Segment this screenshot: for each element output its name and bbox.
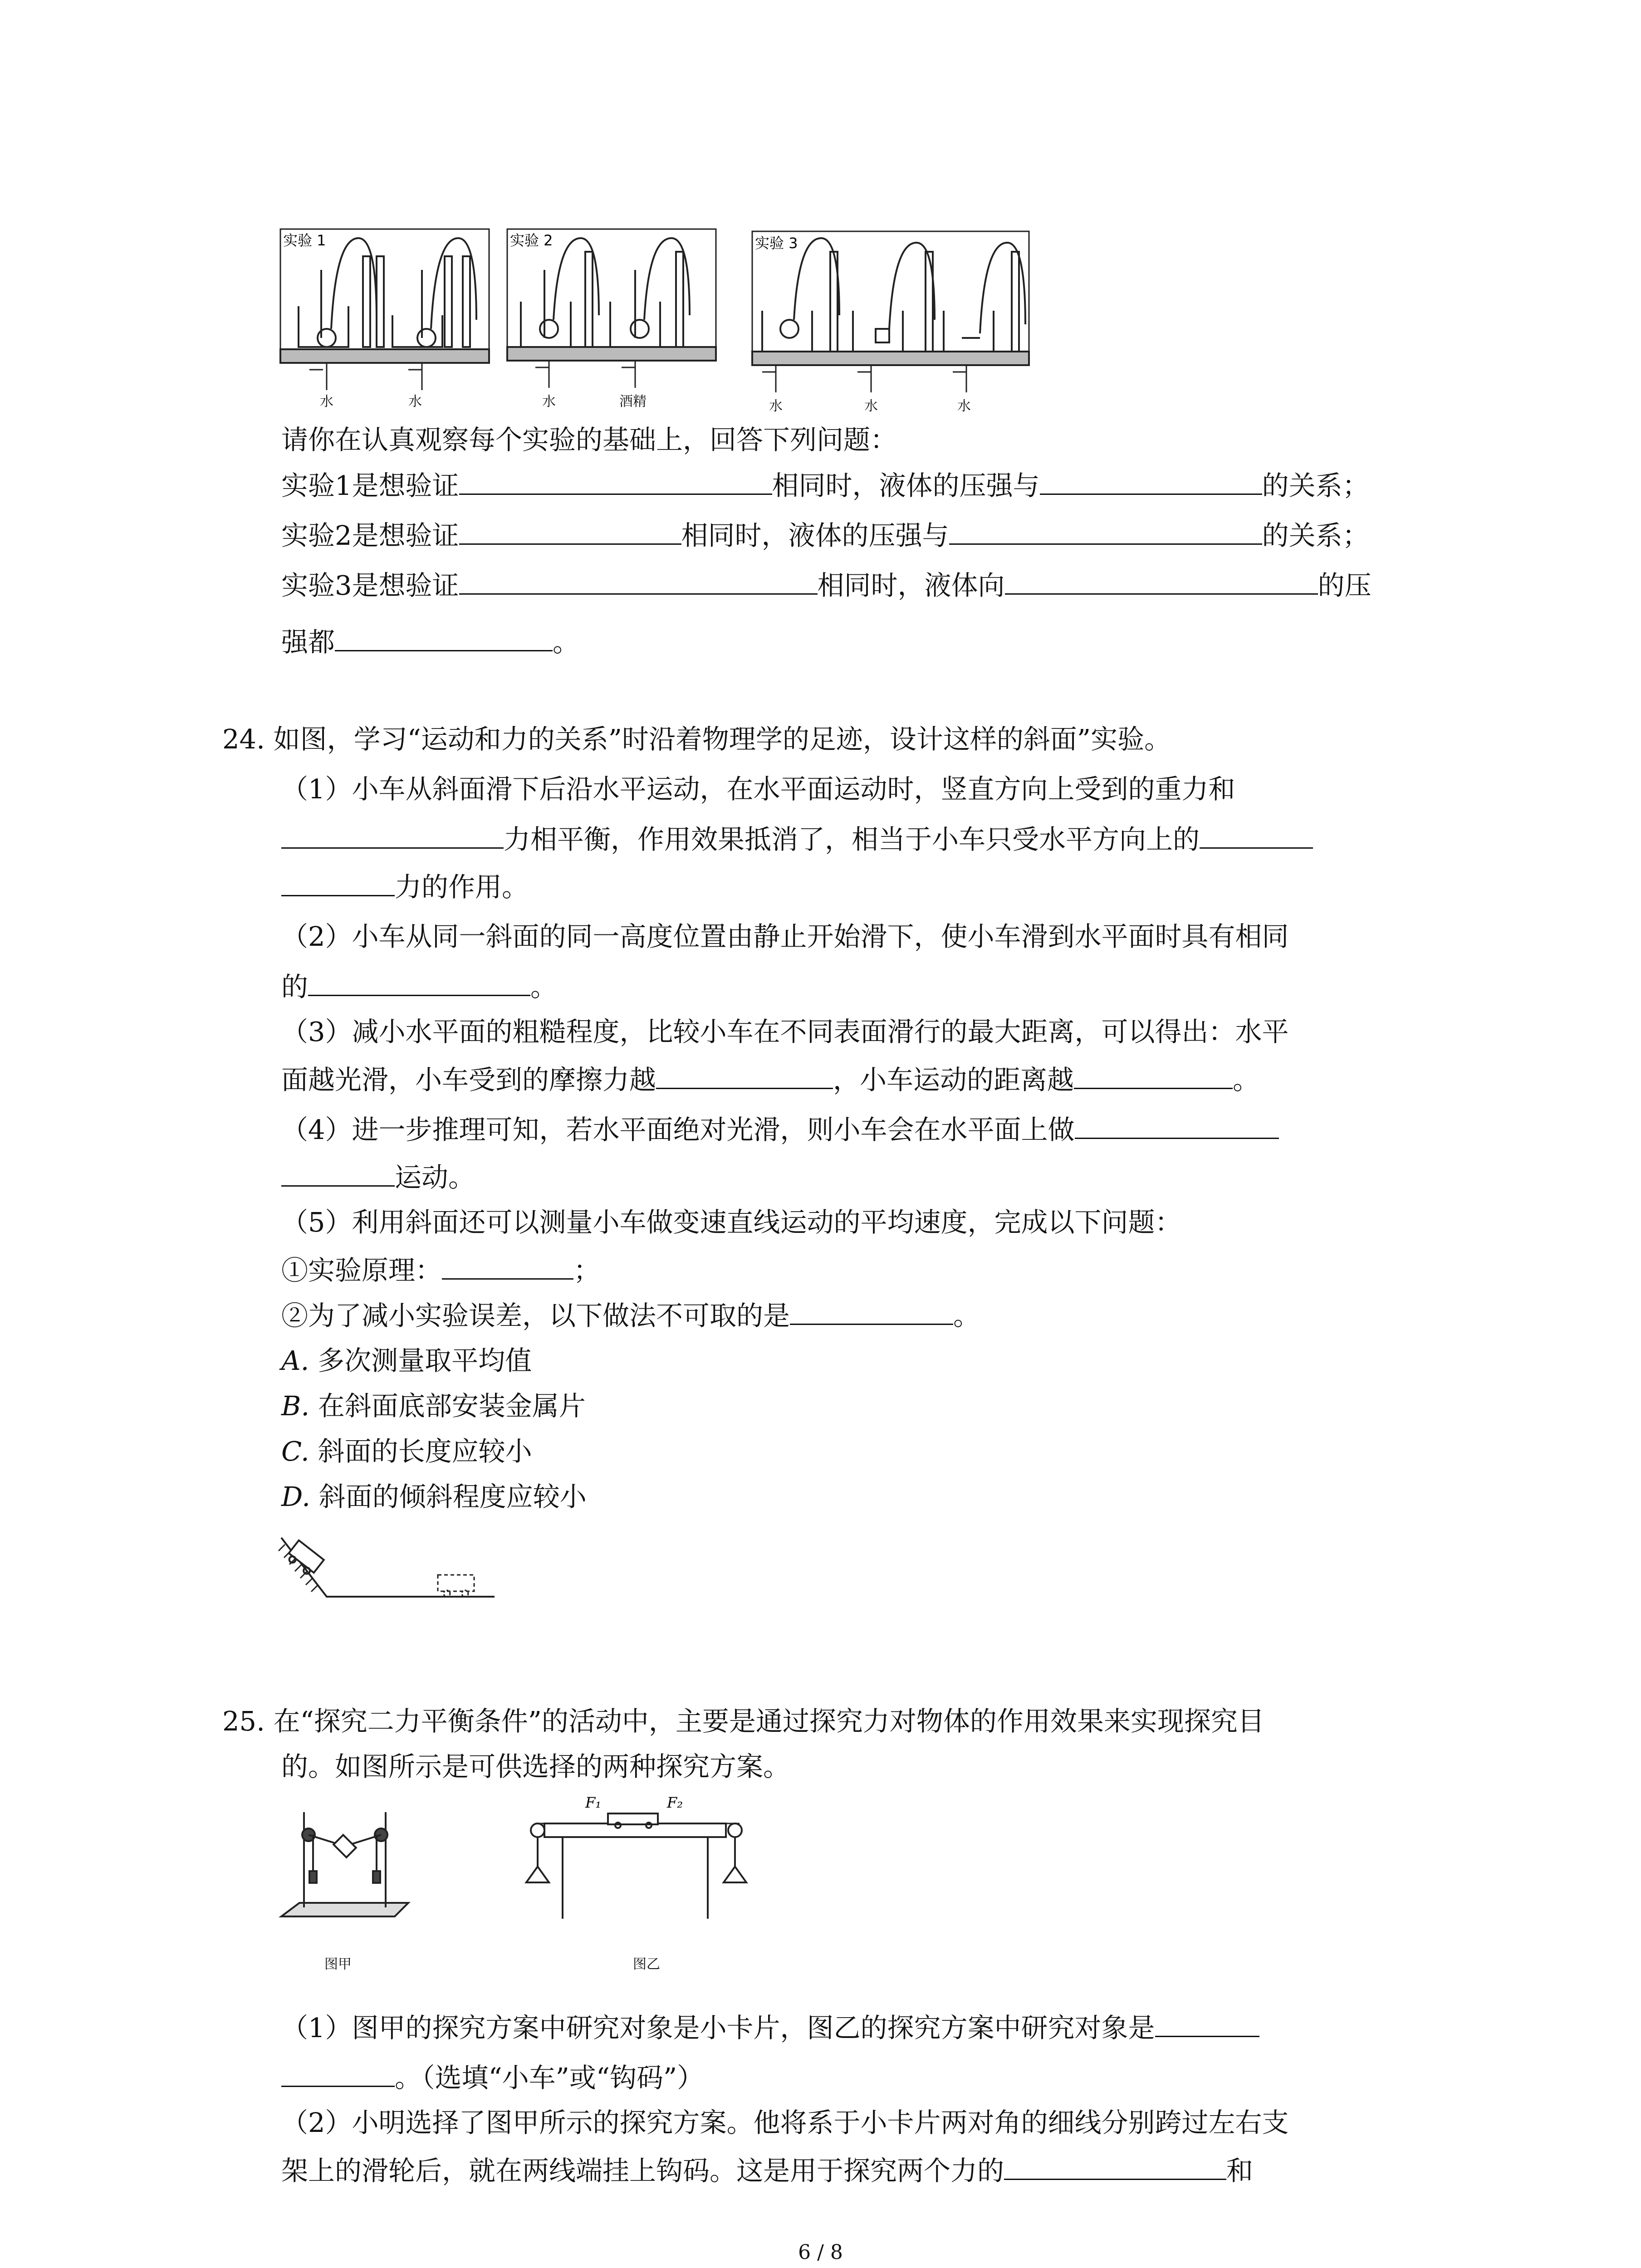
q25-p1-l2-text: 。（选填“小车”或“钩码”）: [395, 2062, 704, 2093]
answer-blank[interactable]: [1075, 1111, 1279, 1139]
answer-blank[interactable]: [459, 517, 681, 545]
q24-stem-line: [222, 721, 1171, 758]
q23-line4: [281, 624, 579, 660]
q23-line1: [281, 467, 1369, 504]
q23-l4-a: 强都: [281, 626, 335, 658]
answer-blank[interactable]: [1040, 467, 1262, 495]
panel1-title: 实验 1: [283, 232, 326, 249]
q24-p3-l2c: 。: [1233, 1064, 1260, 1095]
option-c-key: C.: [281, 1436, 309, 1467]
q24-p1-l2: [281, 821, 1313, 858]
option-b: [281, 1388, 586, 1424]
option-a-key: A.: [281, 1345, 309, 1376]
answer-blank[interactable]: [656, 1061, 833, 1089]
q25-p1-l1: [281, 2009, 1259, 2046]
q23-l1-c: 的关系；: [1262, 470, 1369, 501]
q24-p4-l1-text: （4）进一步推理可知，若水平面绝对光滑，则小车会在水平面上做: [281, 1114, 1075, 1145]
p3-label-2: 水: [864, 398, 878, 414]
q24-p5-s2b: 。: [953, 1300, 980, 1331]
q25-p2-l1: （2）小明选择了图甲所示的探究方案。他将系于小卡片两对角的细线分别跨过左右支: [281, 2107, 1289, 2138]
pressure-experiments-figure: [272, 225, 1043, 424]
p3-label-3: 水: [957, 398, 971, 414]
q23-l1-b: 相同时，液体的压强与: [772, 470, 1040, 501]
q24-p4-l2-text: 运动。: [395, 1162, 475, 1193]
q23-l3-c: 的压: [1318, 570, 1372, 601]
q24-p1-l3-text: 力的作用。: [395, 871, 529, 903]
q24-p3-l2a: 面越光滑，小车受到的摩擦力越: [281, 1064, 656, 1095]
q24-p2-l2: [281, 968, 557, 1005]
q24-p2-l2a: 的: [281, 971, 309, 1002]
incline-cart-figure: [272, 1533, 499, 1615]
q24-p3-l2b: ，小车运动的距离越: [833, 1064, 1074, 1095]
option-b-text: 在斜面底部安装金属片: [318, 1390, 586, 1422]
q23-l4-b: 。: [553, 626, 580, 658]
q24-p2-l2b: 。: [530, 971, 558, 1002]
q25-p2-l2b: 和: [1226, 2155, 1254, 2186]
option-a-text: 多次测量取平均值: [318, 1345, 532, 1376]
q23-line2: [281, 517, 1369, 554]
q23-l3-b: 相同时，液体向: [817, 570, 1005, 601]
q24-p1-l1: （1）小车从斜面滑下后沿水平运动，在水平面运动时，竖直方向上受到的重力和: [281, 773, 1235, 805]
answer-blank[interactable]: [281, 2059, 395, 2087]
q25-p1-l2: [281, 2059, 704, 2096]
q25-p2-l2a: 架上的滑轮后，就在两线端挂上钩码。这是用于探究两个力的: [281, 2155, 1004, 2186]
p3-label-1: 水: [769, 398, 783, 414]
q24-p4-l2: [281, 1159, 475, 1196]
fig-yi-caption: 图乙: [633, 1956, 660, 1972]
answer-blank[interactable]: [1005, 567, 1318, 595]
p1-label-2: 水: [408, 394, 422, 410]
q24-p5-s1b: ；: [573, 1255, 601, 1286]
q25-p1-l1-text: （1）图甲的探究方案中研究对象是小卡片，图乙的探究方案中研究对象是: [281, 2012, 1155, 2043]
q24-p3-l1: （3）减小水平面的粗糙程度，比较小车在不同表面滑行的最大距离，可以得出：水平: [281, 1016, 1289, 1047]
option-a: [281, 1343, 532, 1379]
force-f1-label: F₁: [585, 1794, 602, 1811]
q24-p5-s1a: ①实验原理：: [281, 1255, 442, 1286]
option-d: [281, 1479, 587, 1515]
answer-blank[interactable]: [790, 1297, 953, 1325]
answer-blank[interactable]: [459, 567, 818, 595]
q25-l1: 在“探究二力平衡条件”的活动中，主要是通过探究力对物体的作用效果来实现探究目: [273, 1706, 1264, 1737]
answer-blank[interactable]: [1155, 2009, 1259, 2037]
answer-blank[interactable]: [1004, 2152, 1226, 2180]
q24-number: 24.: [222, 723, 265, 755]
q24-p2-l1: （2）小车从同一斜面的同一高度位置由静止开始滑下，使小车滑到水平面时具有相同: [281, 921, 1289, 952]
option-c: [281, 1433, 532, 1470]
q24-stem: 如图，学习“运动和力的关系”时沿着物理学的足迹，设计这样的斜面”实验。: [273, 723, 1171, 755]
fig-jia-caption: 图甲: [324, 1956, 352, 1972]
q25-p2-l2: [281, 2152, 1253, 2189]
panel2-title: 实验 2: [510, 232, 553, 249]
q23-l2-c: 的关系；: [1262, 520, 1369, 551]
answer-blank[interactable]: [949, 517, 1262, 545]
p2-label-2: 酒精: [619, 394, 647, 410]
option-b-key: B.: [281, 1390, 310, 1422]
option-d-key: D.: [281, 1481, 310, 1512]
p1-label-1: 水: [320, 394, 333, 410]
q25-line2: 的。如图所示是可供选择的两种探究方案。: [281, 1751, 790, 1782]
answer-blank[interactable]: [1200, 821, 1313, 849]
q24-p5-s1: [281, 1252, 600, 1289]
option-c-text: 斜面的长度应较小: [318, 1436, 532, 1467]
q24-p4-l1: [281, 1111, 1279, 1148]
fig-yi-cart-setup: [517, 1783, 762, 1932]
q25-line1: [222, 1703, 1264, 1740]
q24-p5-s2: [281, 1297, 980, 1334]
q23-l1-a: 实验1是想验证: [281, 470, 459, 501]
answer-blank[interactable]: [459, 467, 772, 495]
answer-blank[interactable]: [281, 869, 395, 896]
answer-blank[interactable]: [281, 1159, 395, 1187]
q23-l2-a: 实验2是想验证: [281, 520, 459, 551]
option-d-text: 斜面的倾斜程度应较小: [318, 1481, 587, 1512]
q24-p1-l2-text: 力相平衡，作用效果抵消了，相当于小车只受水平方向上的: [504, 824, 1200, 855]
q23-l3-a: 实验3是想验证: [281, 570, 459, 601]
fig-jia-card-setup: [272, 1794, 417, 1939]
answer-blank[interactable]: [335, 624, 553, 651]
q24-p5-s2a: ②为了减小实验误差，以下做法不可取的是: [281, 1300, 790, 1331]
q24-p3-l2: [281, 1061, 1259, 1098]
force-f2-label: F₂: [667, 1794, 683, 1811]
q23-line3: [281, 567, 1372, 604]
q25-number: 25.: [222, 1706, 265, 1737]
answer-blank[interactable]: [281, 821, 504, 849]
q23-intro: 请你在认真观察每个实验的基础上，回答下列问题：: [281, 424, 897, 455]
panel3-title: 实验 3: [755, 235, 798, 252]
page-number: 6 / 8: [798, 2241, 843, 2264]
answer-blank[interactable]: [1074, 1061, 1233, 1089]
q24-p1-l3: [281, 869, 529, 905]
answer-blank[interactable]: [308, 968, 530, 996]
q24-p5-l1: （5）利用斜面还可以测量小车做变速直线运动的平均速度，完成以下问题：: [281, 1207, 1182, 1238]
answer-blank[interactable]: [442, 1252, 573, 1280]
q23-l2-b: 相同时，液体的压强与: [681, 520, 949, 551]
p2-label-1: 水: [542, 394, 556, 410]
